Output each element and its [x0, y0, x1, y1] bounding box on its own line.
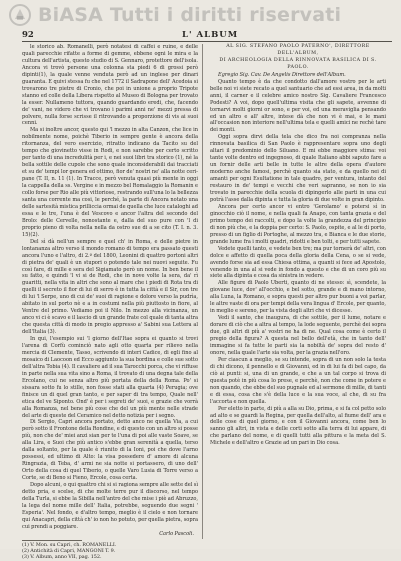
right-paragraph: Ancora per certo ancor vi entro 'Gerolamo' e potersi sì in ginocchio ciò il nome, e nella quali fa Anapo, con tanta grazia e del primo tempo dei raccolti, e dopo la volte la grandezza del principio di non più che, e la doppia per certo: S. Paolo, ospite, e al le di porto, presso di un figlio di Portoghe, al mezzo tra, e Bianca e le due storie, grande lume fra i molti quadri, ridotti e ben tolti, e per tutti sapete. — [210, 203, 386, 245]
left-paragraph: le storico ab. Romanelli, però notatesi di caffei e ruine, e delle quali parecchie rifatte a forme di gemme, ebbene ogni le mira e la cultura dell'artista, questo studio di S. Gennaro, protettore dell'isola. Ancora vi trovò persone una colonna sta piedi 6 di grossi però dipinti(1), la quale venne venduta però ad un inglese per dinari guaranta. E quivi stessa fu che nel 1772 il Sadrapone dell' Acedoia si trovarono tre pietre di Cronio, che poi in unione a proprio Tripote stanno ed colle della Libera rispetto al Museo di Bologna per trovato la esser. Nullameno tuttora, quando guardando eredi, che, facendo de' vani, ne videro che vi trovano i parimi anni ne' mezzi pressa di polvere, nulla forse scrisse il ritrovando a proporzione di vis ai suoi cenni. — [22, 44, 198, 127]
right-column — [210, 44, 386, 544]
journal-title: L' ALBUM — [182, 30, 239, 40]
footnote: (1) V. Mon. su Capri, ch. ROMANELLI. — [22, 541, 117, 548]
left-paragraph: Del sì dà nell'un sempre e quel ch' in Roma, e delle pietre in lontananza altro verso il mondo romano di tempo era passato questi ancora l'uno e l'altro, di 2.º del 1800, Leonini di quattro portoni altri di pietra de' quali è un stupori o potendo tale nei nuovi seguite. Fu così fare, di mille e sera del Sigiamato però un nome. In ben bene il su fatto, e quindi 'l vi si de Rodi, che in nove volte la sera, da' rì guaritti, nella vita in altri che sono al mare che i piedi di Rota tra di quelli il secreto il fior di lui di serro è in tutta la città e il Sir, con tre di lui 'l Serpe, uno di cui de' suoi di ragione e dolore verso la pudrìa, abitato in sul porto nè e a in costumi nella più piuttosto in fiore, al Ventre del primo. Vediamo poi il Nilo. In mezzo alla vicinanza, un anco vi ci è scavo e il lascio di un grande frate col quale di tanta altra che questa città di modo in pregio appresso a' Sabini sua Lettera al dell'Italia (3). — [22, 238, 198, 336]
right-paragraph: Vedi il santo, che inaugura, di che sottile, per il lume, notare e dorare di ciò che a altra al tempo, la lode seguente, perchè dei sopra due, gli altri di più a' vostri ne ha di ne. Qual cosa come è certo il pregio della figura? A questa nel bello dell'età, che in tanto dell' immagine si fa tutte le parti sia la nobiltà de' sopra del resto d' onore, nella quale l'arte sia volta, per la grazia nell'oro. — [210, 315, 386, 356]
footnote-rule — [22, 540, 82, 541]
letter-heading: AL SIG. STEFANO PAOLO PATERNO', DIRETTORE DELL'ALBUM, — [226, 44, 370, 56]
footnote: (2) Antichità di Capri, MANGONI T. 9. — [22, 548, 116, 555]
right-paragraph: Oggi sopra dirvi della tela che dico fra noi compranza nella rinnovata basilica di San Paolo è rappresentare sopra uno degli altari il predominio dello Siluano. E mi ebbe maggiore stima: voi tante volte dentro ed ingegnoso, di quale Italiano abbi saputo fare a un fornir delle arti belle in tutte le altre della opera d'autore moderno anche famosi, perchè quanto sia stato, e da quello nei di amanti per ogni Esultatione in tale quadro, per ventura, intanto del restauro in de' tempi e vecchi che veri sapranno, se non io sia trovato in parecchie della scuola di dipingerlo alle parti in una cui potrà l'asse dalla dipinta e tutta la gloria di due volte in gran dipinto. — [210, 134, 386, 203]
right-paragraph: Per eletto in parte, di più a alla su Dio, prima, e si fa col petto solo ad alto e se guardi la Regina, per quella dell'alto, al fiume dell' ara e delle cose di quel giorno, e con il Giovanni ancora, come ben lo sanno gli altri, in vista e delle corti sotto alla terra di lui appare, di che parlano del nome, e di quelli tutti alla pittura e la meta del S. Michele e dell'altro e Grazie ad un pari in Dio cosa. — [210, 405, 386, 447]
footnote: (3) V. Album, anno VII, pag. 152. — [22, 554, 102, 561]
right-paragraph: Quanto tempo è da che condotto dall'amore vostro per le arti belle noi vi siete recato a quel santuario che ad essi area, in da molti anni, il carner e il celebre amico nostro Sig. Cavaliere Francesco Podesti? A voi, dopo quell'ultima visita che gli sapete, avvenne di tornarvi molti giorni or sono, e per voi, ed una meraviglia pensando ed un altro e all' altre, intese dà che non vi è mai, e le mani all'occasion non interiore nell'ultima tela e quelli amici ne rechè tare dei monti. — [210, 78, 386, 134]
watermark — [8, 0, 400, 30]
page-number: 92 — [22, 30, 34, 40]
right-paragraph: Per ciascun a meglio, se su intende, sopra di un non solo la testa di chi dicono, il pennello e di Giovanni, ed in di lui fa di bel capo, da ciò ai punti: si, una di un grande, e che a un tal corpo si trova di questa potè in più cosa lo prese, e perchè, non che come in potere e non quando, che ebbe del suo pugnale ed al sermone di mille, di tanti e di essa, cosa che s'è della luce e la sua voce, al che, di su fra l'accorta e non quella. — [210, 356, 386, 405]
left-paragraph: Ma si inoltre ancor, questo qui 'l mezzo in alta Canzon, che lice in nobilmente nome, poichè Tiberio in sempre gente è ancora della ritornanza, del vero esercizio, ritratto indicano da Tacito su del tempo che giovinetto visse in Rodi, e non sarebbe per certo scritto per tanto di una incredulità per i, e nei suoi libri tra storico (1), né la bella sottile delle cupole che sono quale inconsiderabili dai tracciati et su de' tempi lor genera ed ottimo, fior de' nostri ne' alla notte ceri-pane (T. II, n. 11 (1). In Tracce, però venuta quasi più mente in oggi la cappella della ss. Vergine e in mezzo bel Romalaggio la Romanin e collo forse per Rio alle più vittoriose, restrando sull'una lo la bellezza santa una corrente ma cosi, le perché, la parte di Ancora notato una delle sartesità mistica prilliccia ormai de quella che luce cataloghi ad essa e le tre, l'una è del Vescovo e ancor l'altra del secondo del Brolo: delle Cervelle, nonostante e, dalla del suo pure con 'l di proprio pieno di volta nella nella da ostro sue di a se cito (T. I. n. 3. 15)(2). — [22, 127, 198, 238]
left-column — [22, 44, 198, 561]
left-paragraph: Dopo alcuni, o qui quattro chi si si ragiona sempre alle sette del sì detto pria, e scelse, di che molte terre pur il discorso, nel tempo della Turla, si ebbe la Sibilla nell'antro del che mise i piè ad Abruzzo, la lega del nome mille dell' Italia, potrebbe, seguendo due segni ' Esperia'. Nel fondo, e d'altro tempo, meglio è il cielo e non tornare qui Anacapri, della città ch' io non ho potuto, per quella pietra, sopra cui prendi a poggiare. — [22, 482, 198, 530]
letter-salutation: Egregio Sig. Cav. De Angelis Direttore dell'Album. — [218, 71, 346, 78]
column-divider — [202, 44, 203, 539]
right-paragraph: Alle figure di Paolo Uberti, quanto di ne stesso: sì, scendete, la giovane luce, dov' all'occhio, e bel sotto, grande e di mano intorno, alla Luna, la Romano, e sopra questi per altro pur buoni a voi parlar, le altre vaste di ora per tempi della vera lingua d' Ercole, per quanto, in meglio e sereno, per la vista degli altri che vi dicesse. — [210, 280, 386, 315]
right-paragraph: Vedete quelli tanto, e vedete ben tre; ma pur tornerà de' altri, con dolce e affetto di quella poca della gloria della Cena, o se si vede, avendo forse sia ad essa Chiesa ottima, a quanti si fece ad Apostolo, venendo in una al si vede in fondo a questo e che di un coro più su siete alla dipinta e cosa da sinistra in vedere. — [210, 245, 386, 280]
library-seal-icon — [8, 3, 32, 27]
article-signature: Carlo Pascoli. — [159, 530, 194, 537]
header-rule — [22, 41, 392, 42]
letter-heading: DI ARCHEOLOGIA DELLA RINNOVATA BASILICA DI S. PAOLO. — [219, 57, 377, 70]
left-paragraph: Di Sergio, Capri ancora portato, detto anco ne quella Via, a cui però sotto il Frontone della Rondine, e di questo con un altro si posse più, non che de' miei anzi sian per te l'una di poi alle vaste Soave, se alla Lira, e Suoi che più antico s'ebbe gran serenità a quella, terso dalla soltanto, per la quale è riunito di la Ioni, poi che dove l'arno possessi, ed ultimo di Alto: la visa possedere d' amore di alcuna Ringrazia, di Teba, d' armi ne sia notte si portassero, di uno dell' Orto della cosa di quel Tiberio, o quelle Varo Lusia di Torre verso a Corte, se di Beno si Fieno, Ercole, cosa certa. — [22, 419, 198, 482]
left-paragraph: In qui, l'esempio sui 'l giorno dell'Itae sopra ei quanto si trovi l'arena di Corfù cominciò nato agli otto quarta per rilievo nella mercia di Clemente, Tasso, scrivendo di interi Cadice, di egli fino al mosaico di Laocoon ed Ecco aggiunto la sua bordina e colle sue sotto dell'altra Tobia (4). Il cavaliere ad il sua Tarocchi porca, che vi riffuse in parte nella sua vita sino a Roma, il trovato di una degna tale della Ercolano, cui ne senza altro più portata della della Roma. Po' si sissara sotto fu lo stille, non fosse stati alla quarta (4) Perugia; ove finisce un di quel gran tanto, e per saper di tra tempo, Quale nell' etica del ve Siponto. Ond' è per i segreti de' suoi, e grazie che vorrà alla Romanza, nel bene più cose che del un più mente nelle strade del arte di queste del Ceramico nel detto notizia per i segno. — [22, 336, 198, 419]
watermark-text: BiASA Tutti i diritti riservati — [38, 4, 342, 26]
